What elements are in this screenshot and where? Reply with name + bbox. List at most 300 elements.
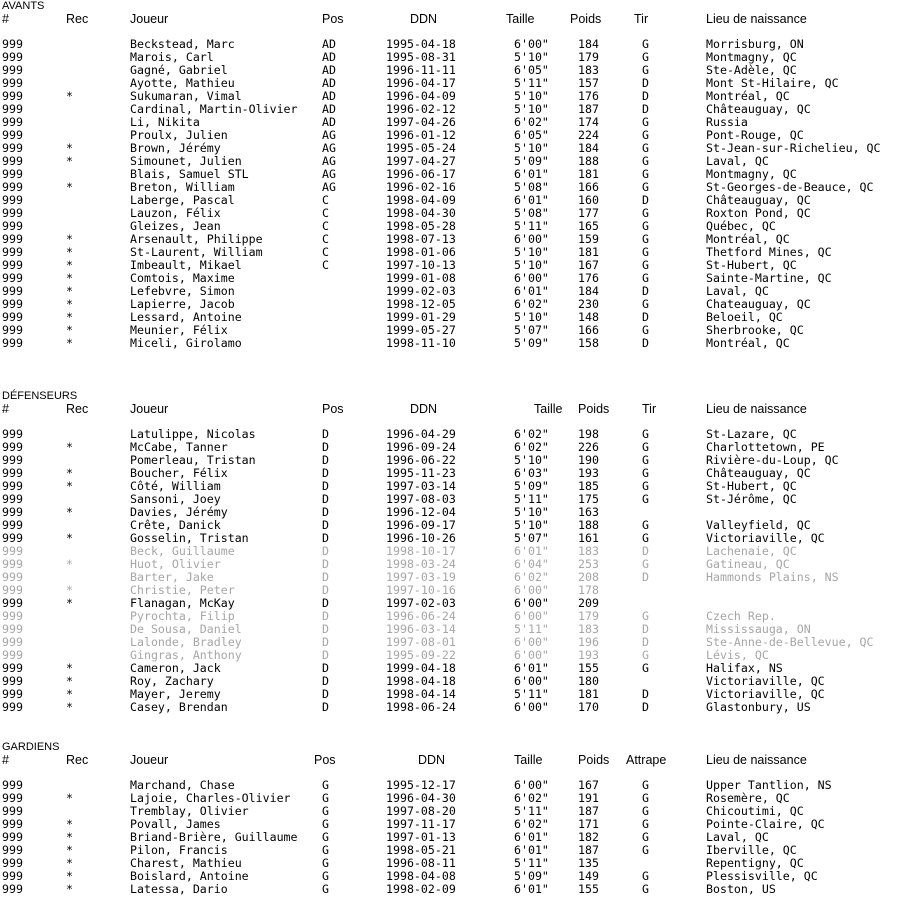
height: 6'01": [514, 167, 549, 181]
weight: 253: [578, 557, 599, 571]
birthplace: Rivière-du-Loup, QC: [706, 453, 839, 467]
handedness: G: [642, 466, 649, 480]
height: 6'02": [514, 791, 549, 805]
height: 5'10": [514, 258, 549, 272]
player-number: 999: [2, 336, 23, 350]
player-name: Povall, James: [130, 817, 221, 831]
player-number: 999: [2, 323, 23, 337]
player-name: Casey, Brendan: [130, 700, 228, 714]
position: AG: [322, 128, 336, 142]
height: 5'10": [514, 141, 549, 155]
rec-marker: *: [66, 531, 73, 545]
birth-date: 1998-01-06: [386, 245, 456, 259]
position: D: [322, 544, 329, 558]
birth-date: 1997-10-16: [386, 583, 456, 597]
position: D: [322, 440, 329, 454]
height: 6'00": [514, 609, 549, 623]
rec-marker: *: [66, 661, 73, 675]
player-name: Lessard, Antoine: [130, 310, 242, 324]
player-name: Pilon, Francis: [130, 843, 228, 857]
handedness: G: [642, 453, 649, 467]
handedness: G: [642, 206, 649, 220]
birthplace: Châteauguay, QC: [706, 466, 811, 480]
birthplace: Czech Rep.: [706, 609, 776, 623]
rec-marker: *: [66, 284, 73, 298]
height: 6'05": [514, 63, 549, 77]
height: 5'08": [514, 180, 549, 194]
player-number: 999: [2, 63, 23, 77]
player-name: Gosselin, Tristan: [130, 531, 249, 545]
birthplace: St-Jérôme, QC: [706, 492, 797, 506]
header-weight: Poids: [578, 753, 610, 767]
position: D: [322, 648, 329, 662]
position: D: [322, 518, 329, 532]
section-title: GARDIENS: [2, 741, 60, 753]
birthplace: St-Hubert, QC: [706, 258, 797, 272]
rec-marker: *: [66, 466, 73, 480]
birthplace: Victoriaville, QC: [706, 531, 825, 545]
player-name: Lapierre, Jacob: [130, 297, 235, 311]
weight: 181: [578, 245, 599, 259]
player-number: 999: [2, 830, 23, 844]
position: AD: [322, 89, 336, 103]
rec-marker: *: [66, 245, 73, 259]
player-name: Imbeault, Mikael: [130, 258, 242, 272]
height: 5'10": [514, 50, 549, 64]
position: D: [322, 622, 329, 636]
height: 5'11": [514, 856, 549, 870]
position: AD: [322, 102, 336, 116]
height: 5'10": [514, 310, 549, 324]
weight: 187: [578, 843, 599, 857]
position: G: [322, 778, 329, 792]
player-name: Comtois, Maxime: [130, 271, 235, 285]
handedness: G: [642, 154, 649, 168]
player-name: Lalonde, Bradley: [130, 635, 242, 649]
birthplace: Victoriaville, QC: [706, 687, 825, 701]
birth-date: 1998-05-28: [386, 219, 456, 233]
weight: 188: [578, 518, 599, 532]
player-name: Simounet, Julien: [130, 154, 242, 168]
player-name: Cardinal, Martin-Olivier: [130, 102, 298, 116]
height: 6'03": [514, 466, 549, 480]
birthplace: St-Lazare, QC: [706, 427, 797, 441]
player-name: Huot, Olivier: [130, 557, 221, 571]
handedness: G: [642, 323, 649, 337]
player-number: 999: [2, 89, 23, 103]
rec-marker: *: [66, 505, 73, 519]
height: 6'00": [514, 674, 549, 688]
player-number: 999: [2, 271, 23, 285]
header-num: #: [2, 402, 9, 416]
birth-date: 1997-08-20: [386, 804, 456, 818]
rec-marker: *: [66, 830, 73, 844]
weight: 185: [578, 479, 599, 493]
player-number: 999: [2, 440, 23, 454]
height: 5'09": [514, 479, 549, 493]
height: 5'10": [514, 518, 549, 532]
height: 6'00": [514, 583, 549, 597]
rec-marker: *: [66, 557, 73, 571]
position: D: [322, 492, 329, 506]
rec-marker: *: [66, 700, 73, 714]
birthplace: Victoriaville, QC: [706, 674, 825, 688]
player-number: 999: [2, 817, 23, 831]
player-name: Flanagan, McKay: [130, 596, 235, 610]
player-number: 999: [2, 310, 23, 324]
birthplace: Laval, QC: [706, 154, 769, 168]
header-height: Taille: [534, 402, 563, 416]
weight: 155: [578, 882, 599, 896]
header-place: Lieu de naissance: [706, 402, 807, 416]
birth-date: 1996-04-17: [386, 76, 456, 90]
birthplace: Chicoutimi, QC: [706, 804, 804, 818]
position: AG: [322, 154, 336, 168]
handedness: G: [642, 180, 649, 194]
handedness: G: [642, 830, 649, 844]
height: 5'10": [514, 245, 549, 259]
player-name: Barter, Jake: [130, 570, 214, 584]
player-name: Crête, Danick: [130, 518, 221, 532]
handedness: G: [642, 531, 649, 545]
birth-date: 1995-11-23: [386, 466, 456, 480]
player-name: Boislard, Antoine: [130, 869, 249, 883]
header-name: Joueur: [130, 753, 169, 767]
birthplace: Halifax, NS: [706, 661, 783, 675]
player-number: 999: [2, 219, 23, 233]
weight: 149: [578, 869, 599, 883]
birth-date: 1996-02-16: [386, 180, 456, 194]
birth-date: 1998-05-21: [386, 843, 456, 857]
weight: 161: [578, 531, 599, 545]
rec-marker: *: [66, 141, 73, 155]
birth-date: 1996-06-22: [386, 453, 456, 467]
position: C: [322, 219, 329, 233]
birth-date: 1996-04-09: [386, 89, 456, 103]
rec-marker: *: [66, 180, 73, 194]
birth-date: 1997-10-13: [386, 258, 456, 272]
birthplace: Boston, US: [706, 882, 776, 896]
position: D: [322, 427, 329, 441]
handedness: G: [642, 609, 649, 623]
handedness: D: [642, 284, 649, 298]
birth-date: 1997-08-03: [386, 492, 456, 506]
goalies-rows: [0, 779, 906, 896]
player-number: 999: [2, 622, 23, 636]
height: 5'10": [514, 89, 549, 103]
player-name: Marchand, Chase: [130, 778, 235, 792]
weight: 171: [578, 817, 599, 831]
header-pos: Pos: [322, 402, 344, 416]
weight: 177: [578, 206, 599, 220]
height: 5'07": [514, 323, 549, 337]
weight: 187: [578, 102, 599, 116]
birthplace: Valleyfield, QC: [706, 518, 811, 532]
birthplace: Charlottetown, PE: [706, 440, 825, 454]
player-name: Beckstead, Marc: [130, 37, 235, 51]
player-number: 999: [2, 635, 23, 649]
birthplace: Montmagny, QC: [706, 167, 797, 181]
handedness: D: [642, 193, 649, 207]
handedness: G: [642, 661, 649, 675]
height: 5'09": [514, 336, 549, 350]
player-name: Ayotte, Mathieu: [130, 76, 235, 90]
height: 6'01": [514, 830, 549, 844]
header-ddn: DDN: [410, 12, 438, 26]
rec-marker: *: [66, 479, 73, 493]
birth-date: 1996-04-29: [386, 427, 456, 441]
height: 6'04": [514, 557, 549, 571]
handedness: G: [642, 115, 649, 129]
birthplace: Montréal, QC: [706, 232, 790, 246]
player-name: Mayer, Jeremy: [130, 687, 221, 701]
height: 6'00": [514, 648, 549, 662]
handedness: G: [642, 804, 649, 818]
table-header: [0, 752, 906, 768]
birth-date: 1996-06-24: [386, 609, 456, 623]
player-number: 999: [2, 102, 23, 116]
player-name: Marois, Carl: [130, 50, 214, 64]
weight: 175: [578, 492, 599, 506]
player-number: 999: [2, 596, 23, 610]
handedness: D: [642, 622, 649, 636]
rec-marker: *: [66, 271, 73, 285]
height: 6'00": [514, 596, 549, 610]
height: 5'10": [514, 102, 549, 116]
player-name: Lajoie, Charles-Olivier: [130, 791, 291, 805]
height: 6'01": [514, 661, 549, 675]
birth-date: 1995-12-17: [386, 778, 456, 792]
player-number: 999: [2, 804, 23, 818]
position: G: [322, 830, 329, 844]
height: 5'11": [514, 76, 549, 90]
weight: 163: [578, 505, 599, 519]
player-number: 999: [2, 427, 23, 441]
birthplace: St-Jean-sur-Richelieu, QC: [706, 141, 881, 155]
height: 5'09": [514, 154, 549, 168]
height: 5'11": [514, 687, 549, 701]
handedness: G: [642, 258, 649, 272]
player-number: 999: [2, 661, 23, 675]
handedness: D: [642, 544, 649, 558]
birthplace: Roxton Pond, QC: [706, 206, 811, 220]
birth-date: 1996-09-17: [386, 518, 456, 532]
handedness: G: [642, 141, 649, 155]
player-number: 999: [2, 206, 23, 220]
position: D: [322, 687, 329, 701]
player-name: Latessa, Dario: [130, 882, 228, 896]
height: 6'01": [514, 284, 549, 298]
rec-marker: *: [66, 310, 73, 324]
birthplace: Sherbrooke, QC: [706, 323, 804, 337]
height: 6'00": [514, 271, 549, 285]
player-number: 999: [2, 843, 23, 857]
weight: 166: [578, 180, 599, 194]
position: D: [322, 479, 329, 493]
birth-date: 1998-03-24: [386, 557, 456, 571]
birthplace: Gatineau, QC: [706, 557, 790, 571]
handedness: G: [642, 791, 649, 805]
birthplace: St-Georges-de-Beauce, QC: [706, 180, 874, 194]
position: C: [322, 193, 329, 207]
weight: 174: [578, 115, 599, 129]
player-number: 999: [2, 557, 23, 571]
handedness: G: [642, 882, 649, 896]
position: D: [322, 583, 329, 597]
birthplace: Laval, QC: [706, 284, 769, 298]
birth-date: 1996-03-14: [386, 622, 456, 636]
position: G: [322, 856, 329, 870]
weight: 159: [578, 232, 599, 246]
weight: 178: [578, 583, 599, 597]
player-name: Sansoni, Joey: [130, 492, 221, 506]
player-name: Brown, Jérémy: [130, 141, 221, 155]
height: 6'02": [514, 427, 549, 441]
handedness: G: [642, 648, 649, 662]
height: 6'01": [514, 882, 549, 896]
rec-marker: *: [66, 882, 73, 896]
birth-date: 1996-12-04: [386, 505, 456, 519]
height: 6'02": [514, 115, 549, 129]
height: 5'11": [514, 219, 549, 233]
handedness: D: [642, 76, 649, 90]
header-height: Taille: [514, 753, 543, 767]
position: D: [322, 700, 329, 714]
handedness: D: [642, 336, 649, 350]
weight: 224: [578, 128, 599, 142]
rec-marker: *: [66, 154, 73, 168]
weight: 184: [578, 141, 599, 155]
weight: 155: [578, 661, 599, 675]
weight: 193: [578, 648, 599, 662]
header-place: Lieu de naissance: [706, 12, 807, 26]
birthplace: Plessisville, QC: [706, 869, 818, 883]
player-name: Miceli, Girolamo: [130, 336, 242, 350]
player-number: 999: [2, 245, 23, 259]
birth-date: 1998-02-09: [386, 882, 456, 896]
player-name: St-Laurent, William: [130, 245, 263, 259]
weight: 209: [578, 596, 599, 610]
position: D: [322, 609, 329, 623]
player-number: 999: [2, 531, 23, 545]
rec-marker: *: [66, 856, 73, 870]
birth-date: 1998-04-09: [386, 193, 456, 207]
height: 5'10": [514, 505, 549, 519]
weight: 196: [578, 635, 599, 649]
handedness: G: [642, 63, 649, 77]
player-name: McCabe, Tanner: [130, 440, 228, 454]
birthplace: Rosemère, QC: [706, 791, 790, 805]
table-header: [0, 11, 906, 27]
header-pos: Pos: [314, 753, 336, 767]
player-number: 999: [2, 544, 23, 558]
header-ddn: DDN: [418, 753, 446, 767]
player-name: Cameron, Jack: [130, 661, 221, 675]
birthplace: Montréal, QC: [706, 89, 790, 103]
weight: 183: [578, 622, 599, 636]
player-number: 999: [2, 154, 23, 168]
header-catch: Attrape: [626, 753, 667, 767]
header-rec: Rec: [66, 12, 89, 26]
rec-marker: *: [66, 674, 73, 688]
birth-date: 1998-10-17: [386, 544, 456, 558]
birthplace: Chateauguay, QC: [706, 297, 811, 311]
birth-date: 1997-03-19: [386, 570, 456, 584]
weight: 208: [578, 570, 599, 584]
player-number: 999: [2, 193, 23, 207]
birthplace: Québec, QC: [706, 219, 776, 233]
position: C: [322, 245, 329, 259]
weight: 230: [578, 297, 599, 311]
height: 6'02": [514, 570, 549, 584]
position: D: [322, 505, 329, 519]
handedness: G: [642, 427, 649, 441]
weight: 190: [578, 453, 599, 467]
birth-date: 1997-04-27: [386, 154, 456, 168]
handedness: G: [642, 557, 649, 571]
birthplace: Montmagny, QC: [706, 50, 797, 64]
player-number: 999: [2, 453, 23, 467]
weight: 191: [578, 791, 599, 805]
height: 6'01": [514, 843, 549, 857]
rec-marker: *: [66, 89, 73, 103]
birth-date: 1998-12-05: [386, 297, 456, 311]
birthplace: Châteauguay, QC: [706, 193, 811, 207]
weight: 184: [578, 37, 599, 51]
player-number: 999: [2, 141, 23, 155]
handedness: G: [642, 245, 649, 259]
handedness: G: [642, 492, 649, 506]
player-name: Lefebvre, Simon: [130, 284, 235, 298]
position: G: [322, 843, 329, 857]
height: 5'08": [514, 206, 549, 220]
birthplace: Pont-Rouge, QC: [706, 128, 804, 142]
weight: 148: [578, 310, 599, 324]
birthplace: St-Hubert, QC: [706, 479, 797, 493]
player-name: Briand-Brière, Guillaume: [130, 830, 298, 844]
header-name: Joueur: [130, 12, 169, 26]
birth-date: 1997-11-17: [386, 817, 456, 831]
position: AD: [322, 63, 336, 77]
position: D: [322, 661, 329, 675]
weight: 176: [578, 271, 599, 285]
player-name: Côté, William: [130, 479, 221, 493]
table-row: [0, 701, 906, 714]
height: 6'01": [514, 193, 549, 207]
player-number: 999: [2, 258, 23, 272]
height: 6'00": [514, 37, 549, 51]
rec-marker: *: [66, 297, 73, 311]
player-number: 999: [2, 297, 23, 311]
birth-date: 1995-05-24: [386, 141, 456, 155]
handedness: G: [642, 50, 649, 64]
player-name: Gagné, Gabriel: [130, 63, 228, 77]
birthplace: Lachenaie, QC: [706, 544, 797, 558]
birth-date: 1997-01-13: [386, 830, 456, 844]
table-row: [0, 337, 906, 350]
birth-date: 1996-01-12: [386, 128, 456, 142]
player-number: 999: [2, 882, 23, 896]
birthplace: Upper Tantlion, NS: [706, 778, 832, 792]
height: 6'02": [514, 297, 549, 311]
birth-date: 1998-06-24: [386, 700, 456, 714]
rec-marker: *: [66, 869, 73, 883]
birth-date: 1997-03-14: [386, 479, 456, 493]
birthplace: Russia: [706, 115, 748, 129]
player-number: 999: [2, 700, 23, 714]
birthplace: Hammonds Plains, NS: [706, 570, 839, 584]
height: 5'11": [514, 804, 549, 818]
